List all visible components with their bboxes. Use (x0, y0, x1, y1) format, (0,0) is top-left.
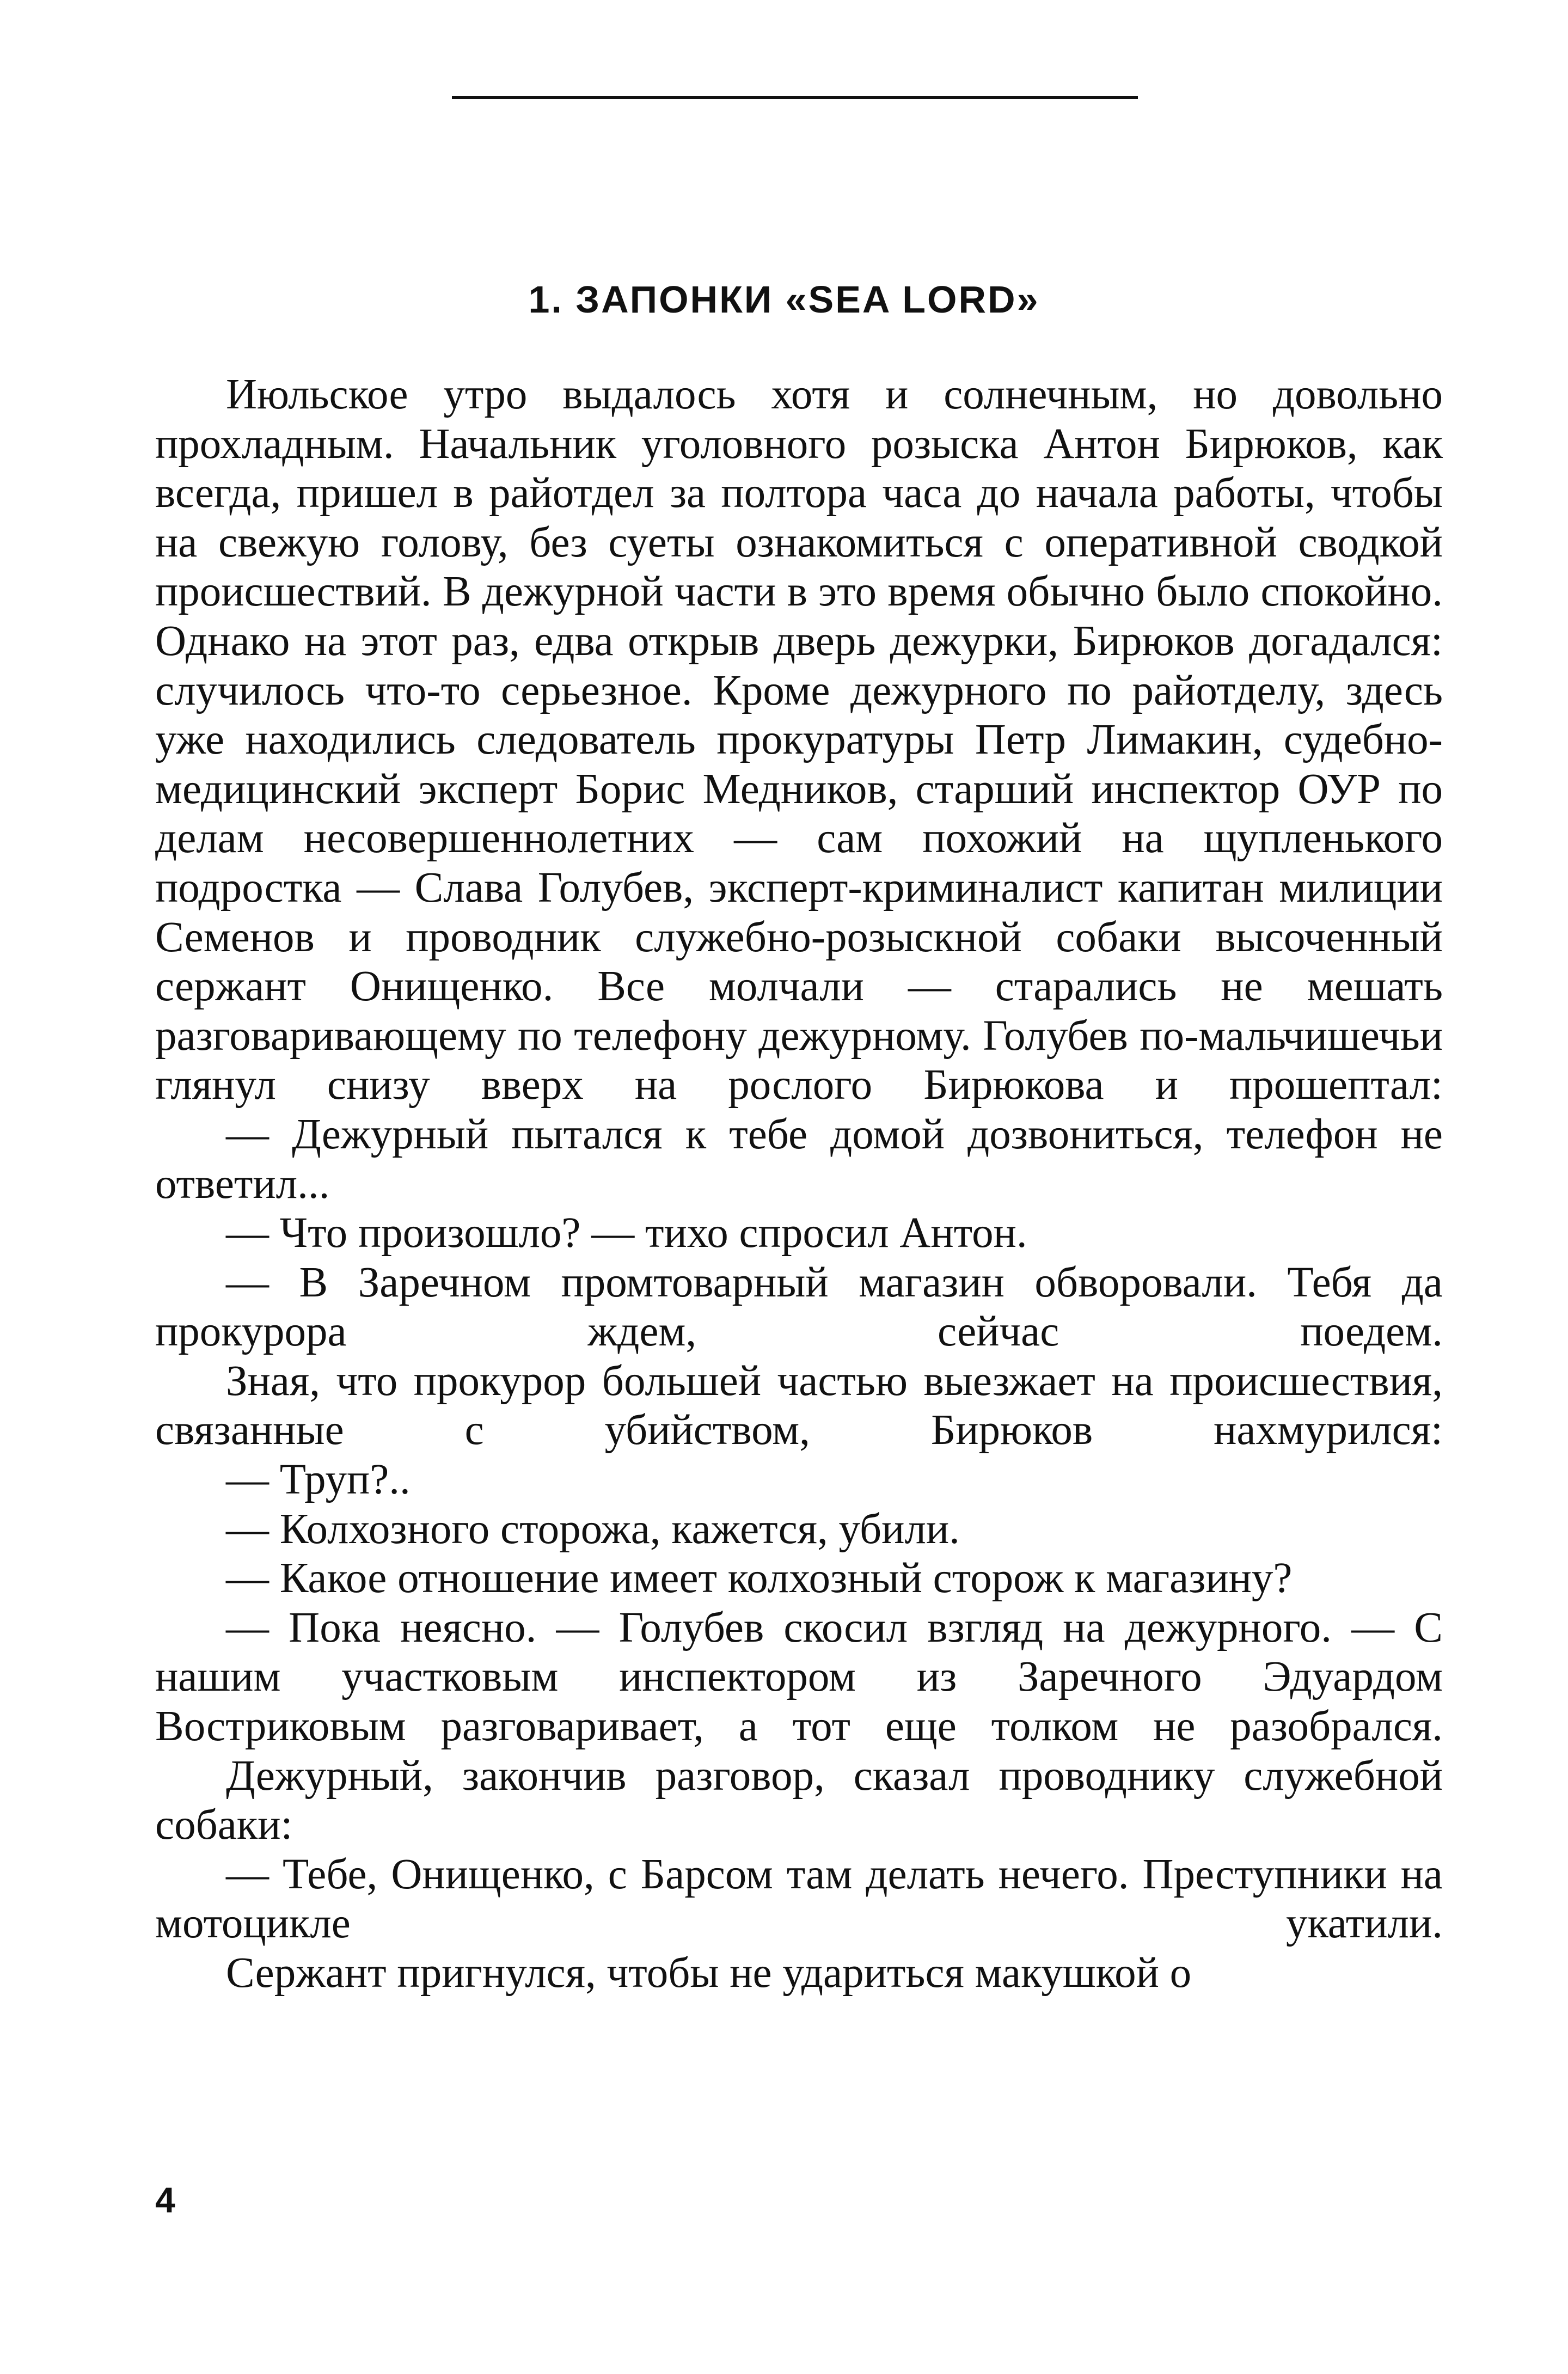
paragraph: — Что произошло? — тихо спросил Антон. (226, 1209, 1027, 1257)
paragraph: — В Заречном промтоварный магазин обворовали. Тебя да прокурора ждем, сейчас поедем. (155, 1258, 1443, 1356)
top-rule-divider (452, 96, 1138, 99)
chapter-title: 1. ЗАПОНКИ «SEA LORD» (528, 278, 1040, 321)
paragraph: Дежурный, закончив разговор, сказал проводнику служебной собаки: (155, 1752, 1443, 1849)
paragraph: — Тебе, Онищенко, с Барсом там делать нечего. Преступники на мотоцикле укатили. (155, 1850, 1443, 1948)
paragraph: — Колхозного сторожа, кажется, убили. (226, 1505, 960, 1553)
paragraph: — Дежурный пытался к тебе домой дозвониться, телефон не ответил... (155, 1110, 1443, 1208)
paragraph: Июльское утро выдалось хотя и солнечным, но довольно прохладным. Начальник уголовного розыска Антон Бирюков, как всегда, пришел в райотдел за полтора часа до начала работы, чтобы на свежую голову, без суеты ознакомиться с оперативной сводкой происшествий. В дежурной части в это время обычно было спокойно. Однако на этот раз, едва открыв дверь дежурки, Бирюков догадался: случилось что-то серьезное. Кроме дежурного по райотделу, здесь уже находились следователь прокуратуры Петр Лимакин, судебно-медицинский эксперт Борис Медников, старший инспектор ОУР по делам несовершеннолетних — сам похожий на щупленького подростка — Слава Голубев, эксперт-криминалист капитан милиции Семенов и проводник служебно-розыскной собаки высоченный сержант Онищенко. Все молчали — старались не мешать разговаривающему по телефону дежурному. Голубев по-мальчишечьи глянул снизу вверх на рослого Бирюкова и прошептал: (155, 371, 1443, 1109)
paragraph: Зная, что прокурор большей частью выезжает на происшествия, связанные с убийством, Бирюков нахмурился: (155, 1357, 1443, 1454)
paragraph: — Какое отношение имеет колхозный сторож к магазину? (226, 1555, 1293, 1602)
body-text (155, 370, 1443, 1998)
paragraph: Сержант пригнулся, чтобы не удариться макушкой о (226, 1949, 1192, 1997)
paragraph: — Пока неясно. — Голубев скосил взгляд на дежурного. — С нашим участковым инспектором из Заречного Эдуардом Востриковым разговаривает, а тот еще толком не разобрался. (155, 1604, 1443, 1751)
page-number: 4 (155, 2180, 175, 2220)
paragraph: — Труп?.. (226, 1456, 411, 1504)
